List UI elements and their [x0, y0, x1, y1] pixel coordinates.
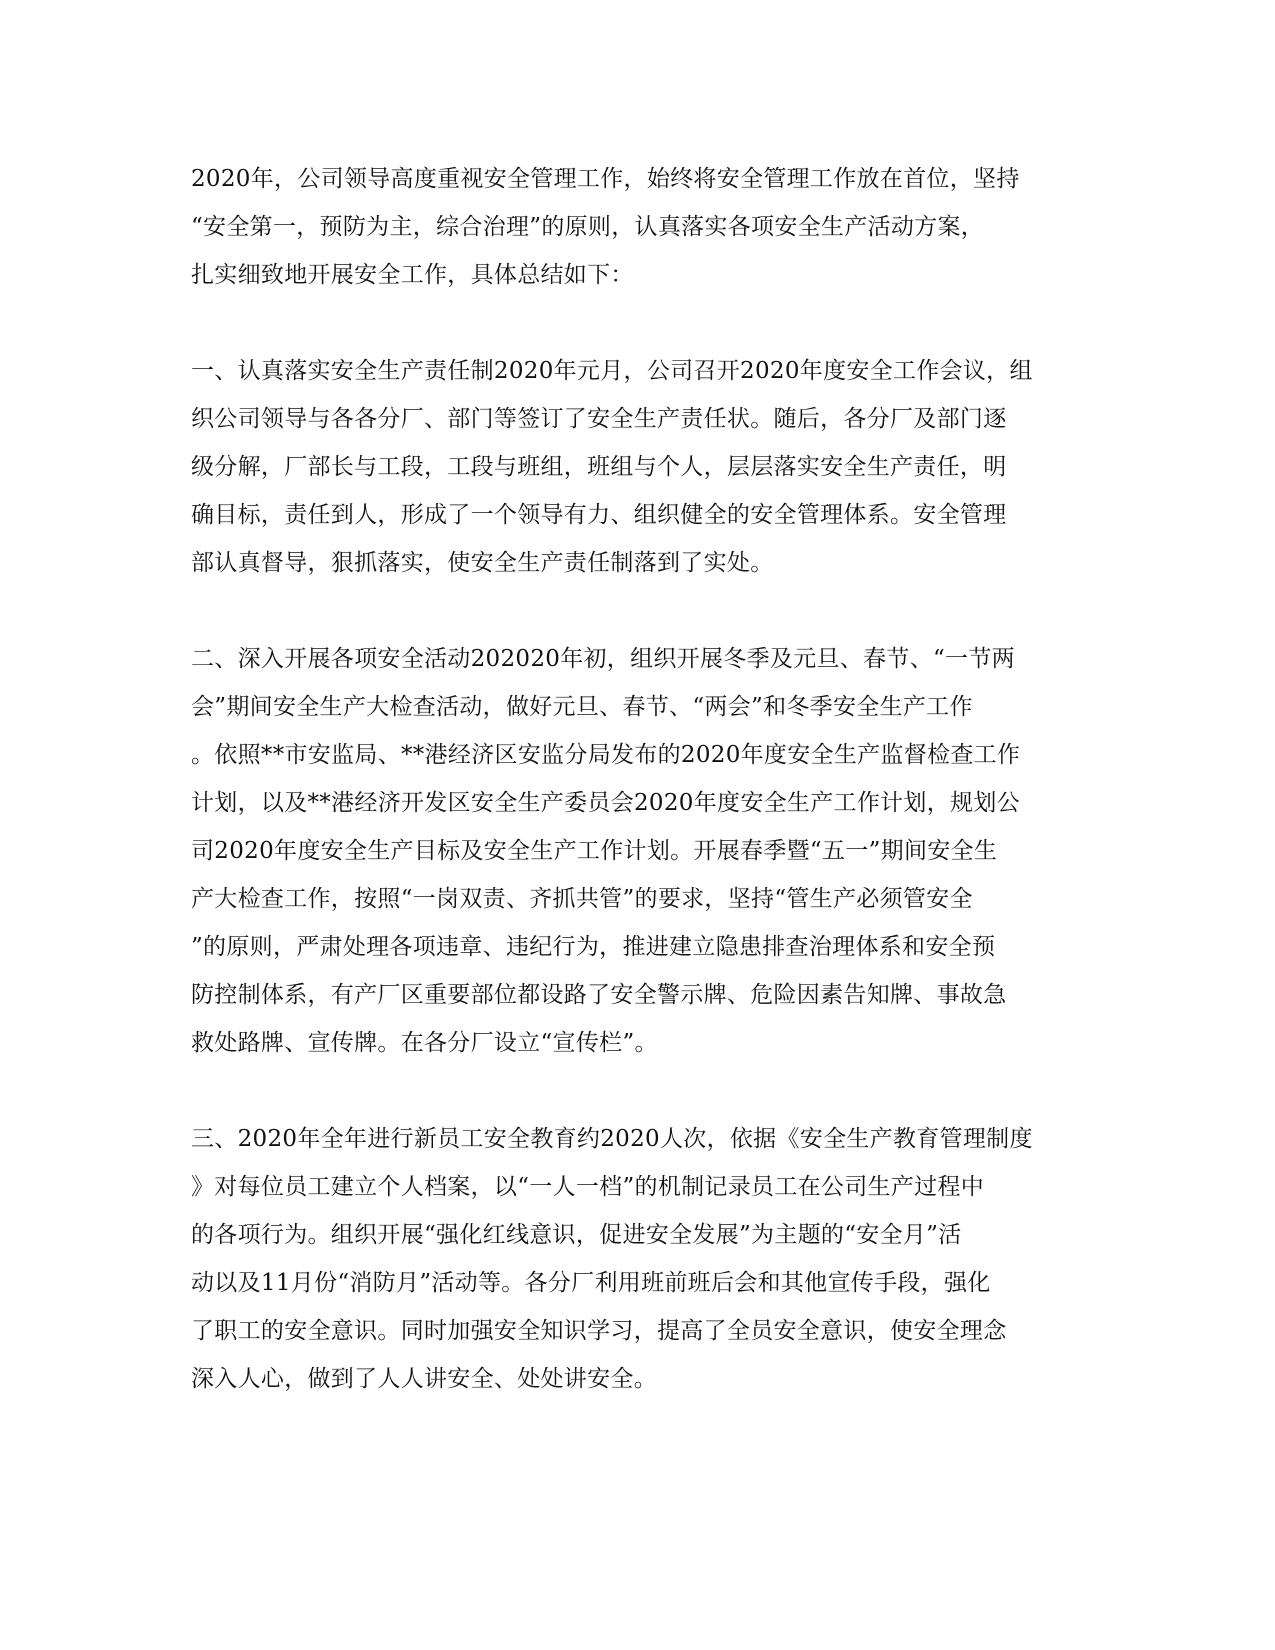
- text-line: 部认真督导，狠抓落实，使安全生产责任制落到了实处。: [191, 550, 774, 576]
- text-line: 确目标，责任到人，形成了一个领导有力、组织健全的安全管理体系。安全管理: [191, 502, 1007, 528]
- text-line: 。依照**市安监局、**港经济区安监分局发布的2020年度安全生产监督检查工作: [191, 742, 1021, 768]
- text-line: ”的原则，严肃处理各项违章、违纪行为，推进建立隐患排查治理体系和安全预: [191, 934, 996, 960]
- text-line: 二、深入开展各项安全活动202020年初，组织开展冬季及元旦、春节、“一节两: [191, 646, 1015, 672]
- text-line: 》对每位员工建立个人档案，以“一人一档”的机制记录员工在公司生产过程中: [191, 1174, 985, 1200]
- paragraph-section-2: [191, 635, 1069, 1067]
- text-line: 的各项行为。组织开展“强化红线意识，促进安全发展”为主题的“安全月”活: [191, 1222, 962, 1248]
- paragraph-intro: [191, 155, 1069, 299]
- paragraph-section-1: [191, 347, 1069, 587]
- text-line: 三、2020年全年进行新员工安全教育约2020人次，依据《安全生产教育管理制度: [191, 1126, 1033, 1152]
- text-line: 级分解，厂部长与工段，工段与班组，班组与个人，层层落实安全生产责任，明: [191, 454, 1007, 480]
- text-line: 产大检查工作，按照“一岗双责、齐抓共管”的要求，坚持“管生产必须管安全: [191, 886, 973, 912]
- text-line: 2020年，公司领导高度重视安全管理工作，始终将安全管理工作放在首位，坚持: [191, 166, 1020, 192]
- text-line: 深入人心，做到了人人讲安全、处处讲安全。: [191, 1366, 657, 1392]
- text-line: 会”期间安全生产大检查活动，做好元旦、春节、“两会”和冬季安全生产工作: [191, 694, 973, 720]
- text-line: 救处路牌、宣传牌。在各分厂设立“宣传栏”。: [191, 1030, 658, 1056]
- text-line: 了职工的安全意识。同时加强安全知识学习，提高了全员安全意识，使安全理念: [191, 1318, 1007, 1344]
- text-line: 动以及11月份“消防月”活动等。各分厂利用班前班后会和其他宣传手段，强化: [191, 1270, 991, 1296]
- text-line: 司2020年度安全生产目标及安全生产工作计划。开展春季暨“五一”期间安全生: [191, 838, 998, 864]
- text-line: 织公司领导与各各分厂、部门等签订了安全生产责任状。随后，各分厂及部门逐: [191, 406, 1007, 432]
- text-line: “安全第一，预防为主，综合治理”的原则，认真落实各项安全生产活动方案，: [191, 214, 985, 240]
- text-line: 防控制体系，有产厂区重要部位都设路了安全警示牌、危险因素告知牌、事故急: [191, 982, 1007, 1008]
- paragraph-section-3: [191, 1115, 1069, 1403]
- text-line: 扎实细致地开展安全工作，具体总结如下：: [191, 262, 634, 288]
- text-line: 计划，以及**港经济开发区安全生产委员会2020年度安全生产工作计划，规划公: [191, 790, 1020, 816]
- text-line: 一、认真落实安全生产责任制2020年元月，公司召开2020年度安全工作会议，组: [191, 358, 1033, 384]
- document-body: [191, 155, 1069, 1451]
